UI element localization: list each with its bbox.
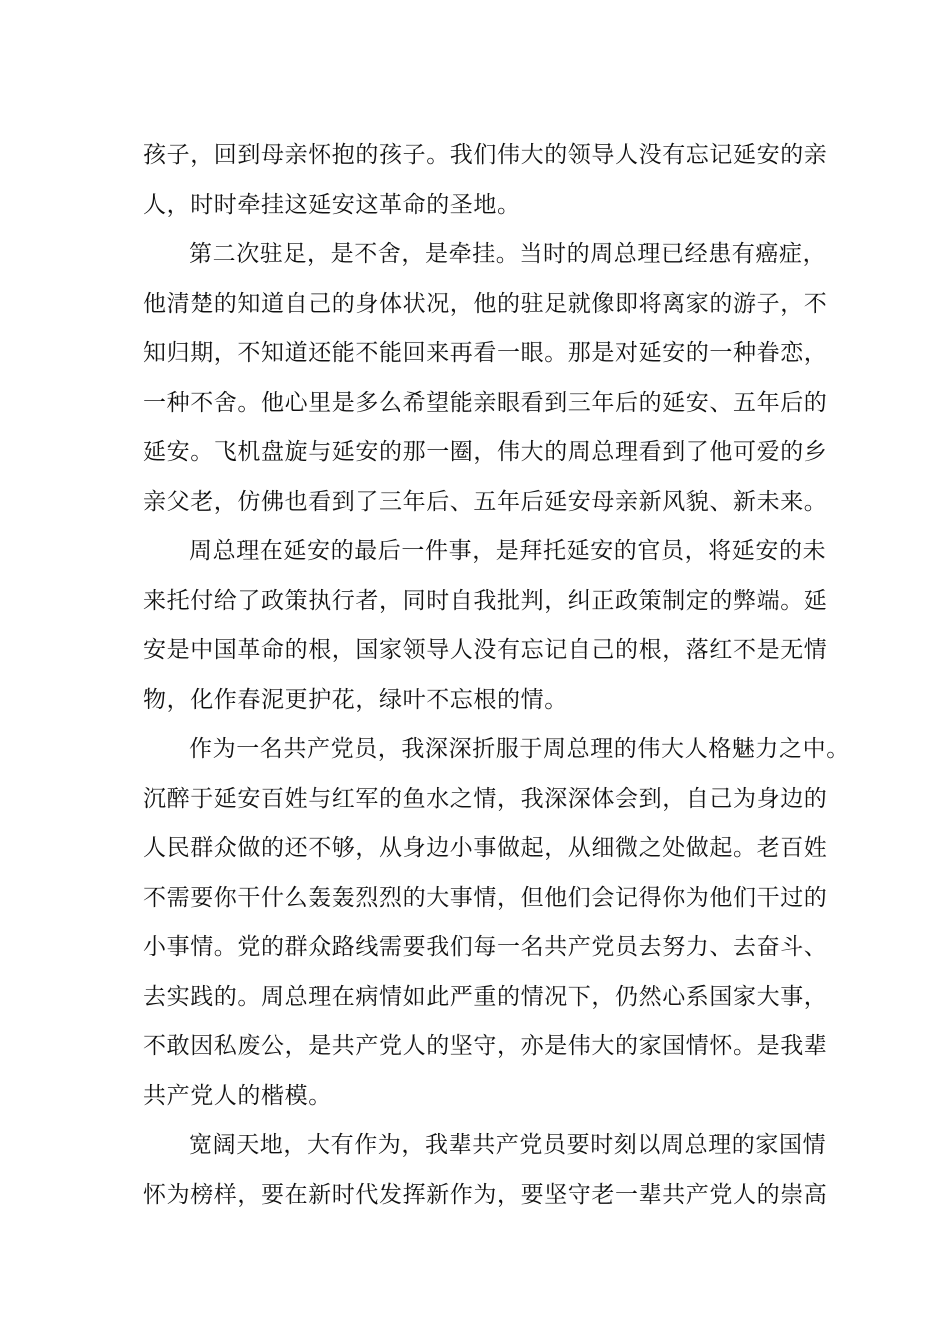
paragraph-first-line: 宽阔天地，大有作为，我辈共产党员要时刻以周总理的家国情 [189, 1132, 827, 1158]
text-line: 怀为榜样，要在新时代发挥新作为，要坚守老一辈共产党人的崇高 [143, 1181, 828, 1208]
text-line: 知归期，不知道还能不能回来再看一眼。那是对延安的一种眷恋， [143, 340, 828, 366]
text-line: 来托付给了政策执行者，同时自我批判，纠正政策制定的弊端。延 [143, 587, 828, 614]
text-line: 安是中国革命的根，国家领导人没有忘记自己的根，落红不是无情 [143, 637, 828, 663]
paragraph-first-line: 周总理在延安的最后一件事，是拜托延安的官员，将延安的未 [189, 538, 827, 564]
text-line: 去实践的。周总理在病情如此严重的情况下，仍然心系国家大事， [143, 983, 828, 1010]
text-line: 物，化作春泥更护花，绿叶不忘根的情。 [143, 686, 568, 713]
text-line: 一种不舍。他心里是多么希望能亲眼看到三年后的延安、五年后的 [143, 389, 828, 416]
text-line: 亲父老，仿佛也看到了三年后、五年后延安母亲新风貌、新未来。 [143, 488, 828, 515]
text-line: 人民群众做的还不够，从身边小事做起，从细微之处做起。老百姓 [143, 835, 828, 861]
text-line: 延安。飞机盘旋与延安的那一圈，伟大的周总理看到了他可爱的乡 [143, 439, 828, 465]
text-line: 不敢因私废公，是共产党人的坚守，亦是伟大的家国情怀。是我辈 [143, 1033, 828, 1059]
text-line: 不需要你干什么轰轰烈烈的大事情，但他们会记得你为他们干过的 [143, 884, 828, 911]
text-line: 他清楚的知道自己的身体状况，他的驻足就像即将离家的游子，不 [143, 290, 828, 317]
paragraph-first-line: 作为一名共产党员，我深深折服于周总理的伟大人格魅力之中。 [189, 736, 850, 762]
paragraph-first-line: 第二次驻足，是不舍，是牵挂。当时的周总理已经患有癌症， [189, 241, 827, 267]
text-line: 小事情。党的群众路线需要我们每一名共产党员去努力、去奋斗、 [143, 934, 828, 960]
document-body [143, 131, 850, 1220]
text-line: 沉醉于延安百姓与红军的鱼水之情，我深深体会到，自己为身边的 [143, 785, 828, 812]
text-line: 孩子，回到母亲怀抱的孩子。我们伟大的领导人没有忘记延安的亲 [143, 142, 828, 168]
text-line: 人，时时牵挂这延安这革命的圣地。 [143, 191, 521, 218]
text-line: 共产党人的楷模。 [143, 1082, 332, 1109]
